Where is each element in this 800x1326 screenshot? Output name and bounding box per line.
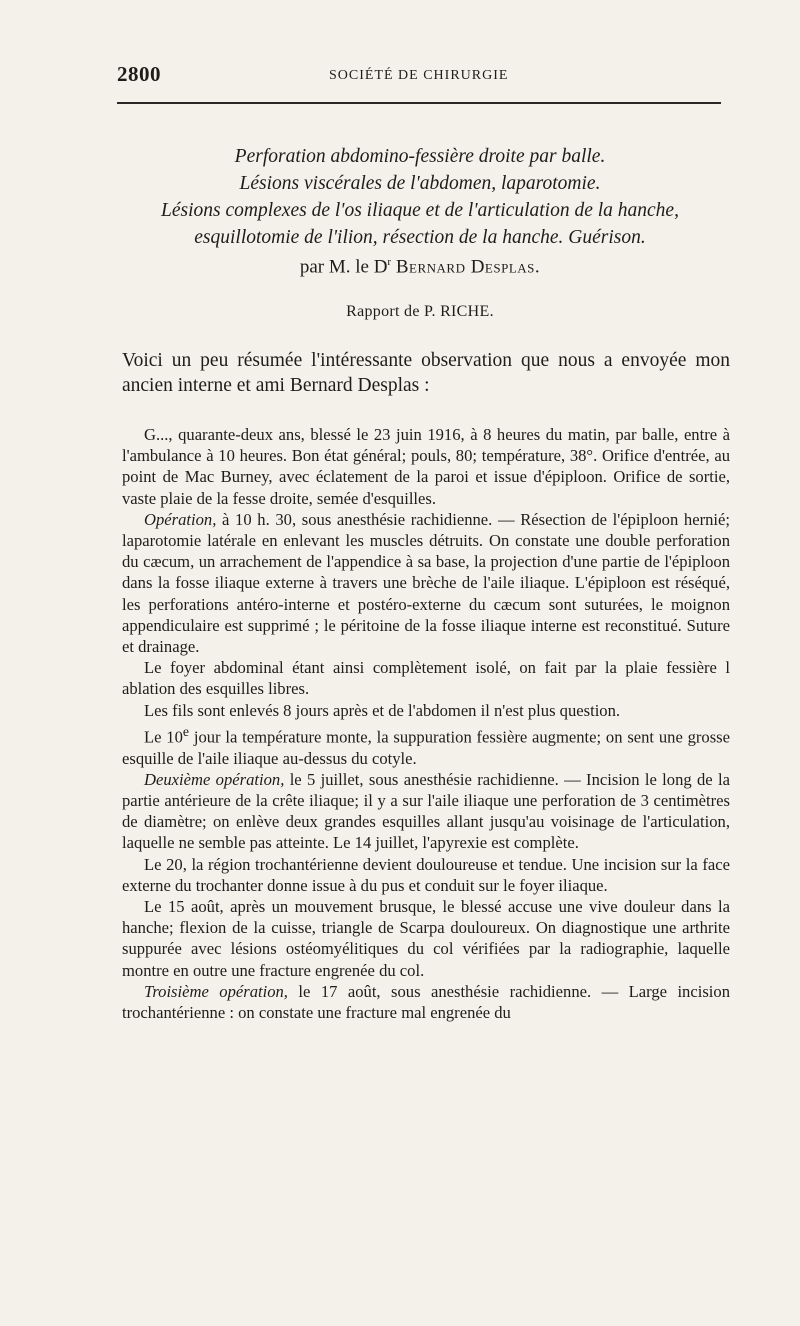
paragraph-2-label: Opération, bbox=[144, 509, 217, 529]
paragraph-7: Le 20, la région trochantérienne devient douloureuse et tendue. Une incision sur la face externe du trochanter donne issue à du pus et conduit sur le foyer iliaque. bbox=[122, 854, 730, 895]
paragraph-8: Le 15 août, après un mouvement brusque, le blessé accuse une vive douleur dans la hanche; flexion de la cuisse, triangle de Scarpa douloureux. On diagnostique une arthrite suppurée avec lésions ostéomyélitiques du col vérifiées par la radiographie, laquelle montre en outre une fracture engrenée du col. bbox=[122, 897, 730, 980]
author-line bbox=[110, 256, 730, 278]
report-line: Rapport de P. RICHE. bbox=[346, 303, 494, 320]
title-line-2: Lésions viscérales de l'abdomen, laparotomie. bbox=[239, 173, 601, 194]
paragraph-6 bbox=[122, 769, 730, 854]
paragraph-2 bbox=[122, 509, 730, 657]
paragraph-9 bbox=[122, 981, 730, 1023]
author-prefix: par M. le D bbox=[299, 256, 388, 278]
paragraph-3: Le foyer abdominal étant ainsi complètement isolé, on fait par la plaie fessière l ablation des esquilles libres. bbox=[122, 658, 730, 699]
header-rule bbox=[117, 102, 721, 104]
paragraph-5 bbox=[122, 721, 730, 769]
paragraph-5-sup: e bbox=[182, 723, 190, 739]
title-line-4: esquillotomie de l'ilion, résection de la hanche. Guérison. bbox=[194, 227, 646, 248]
paragraph-9-label: Troisième opération, bbox=[144, 981, 288, 1001]
paragraph-6-text: le 5 juillet, sous anesthésie rachidienne. — Incision le long de la partie antérieure de la crête iliaque; il y a sur l'aile iliaque une perforation de 3 centimètres de diamètre; on enlève deux grandes esquilles allant jusqu'au voisinage de l'articulation, laquelle ne semble pas atteinte. Le 14 juillet, l'apyrexie est complète. bbox=[122, 769, 730, 853]
paragraph-2-text: à 10 h. 30, sous anesthésie rachidienne. — Résection de l'épiploon hernié; laparotomie latérale en enlevant les muscles détruits. On constate une double perforation du cæcum, un arrachement de l'appendice à sa base, la projection d'une partie de l'épiploon dans la fosse iliaque externe à travers une brèche de l'aile iliaque. L'épiploon est réséqué, les perforations antéro-interne et postéro-externe du cæcum sont suturées, le moignon appendiculaire est supprimé ; le péritoine de la fosse iliaque interne est reconstitué. Suture et drainage. bbox=[122, 509, 730, 657]
paragraph-6-label: Deuxième opération, bbox=[144, 769, 285, 789]
page-number: 2800 bbox=[117, 62, 161, 86]
running-title: SOCIÉTÉ DE CHIRURGIE bbox=[329, 68, 509, 83]
author-title-sup: r bbox=[387, 256, 392, 268]
paragraph-9-text: le 17 août, sous anesthésie rachidienne. — Large incision trochantérienne : on constate une fracture mal engrenée du bbox=[122, 981, 730, 1023]
page-header bbox=[117, 62, 721, 92]
title-line-1: Perforation abdomino-fessière droite par balle. bbox=[234, 146, 606, 167]
intro-paragraph: Voici un peu résumée l'intéressante observation que nous a envoyée mon ancien interne et ami Bernard Desplas : bbox=[122, 350, 730, 396]
author-name: Bernard Desplas. bbox=[395, 256, 541, 278]
paragraph-5-text: jour la température monte, la suppuration fessière augmente; on sent une grosse esquille de l'aile iliaque au-dessus du cotyle. bbox=[122, 727, 731, 768]
paragraph-4: Les fils sont enlevés 8 jours après et de l'abdomen il n'est plus question. bbox=[144, 700, 621, 720]
paragraph-1: G..., quarante-deux ans, blessé le 23 juin 1916, à 8 heures du matin, par balle, entre à l'ambulance à 10 heures. Bon état général; pouls, 80; température, 38°. Orifice d'entrée, au point de Mac Burney, avec éclatement de la paroi et issue d'épiploon. Orifice de sortie, vaste plaie de la fesse droite, semée d'esquilles. bbox=[122, 425, 730, 508]
article-title bbox=[110, 143, 730, 251]
article-body bbox=[122, 424, 730, 1023]
paragraph-5-pre: Le 10 bbox=[144, 727, 183, 747]
title-line-3: Lésions complexes de l'os iliaque et de l'articulation de la hanche, bbox=[161, 200, 679, 221]
